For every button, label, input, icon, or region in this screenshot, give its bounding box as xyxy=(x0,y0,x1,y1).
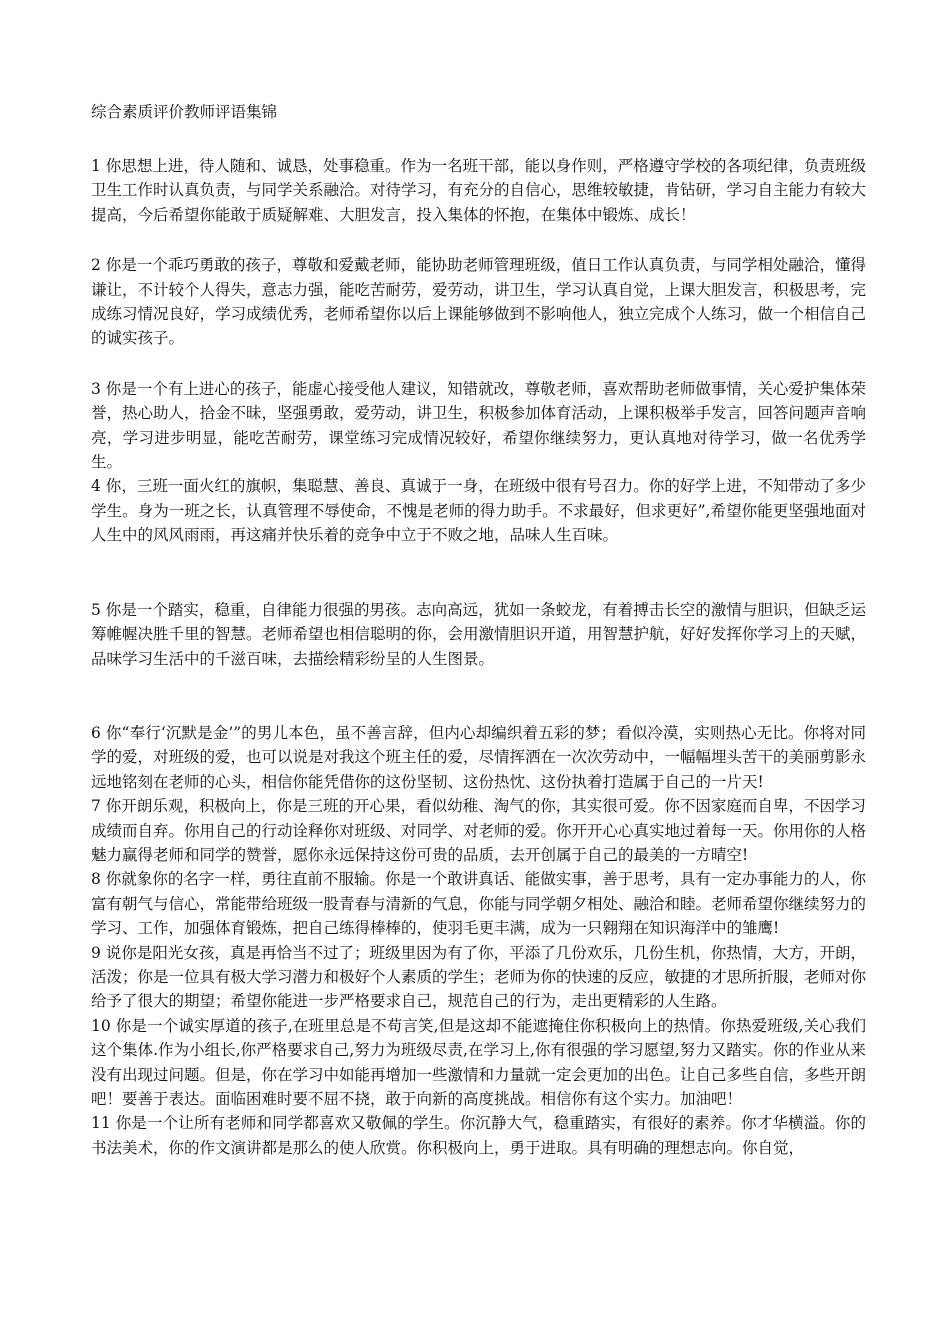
comment-paragraph-5: 5 你是一个踏实，稳重，自律能力很强的男孩。志向高远，犹如一条蛟龙，有着搏击长空的激情与胆识，但缺乏运筹帷幄决胜千里的智慧。老师希望也相信聪明的你，会用激情胆识开道，用智慧护航，好好发挥你学习上的天赋，品味学习生活中的千滋百味，去描绘精彩纷呈的人生图景。 xyxy=(91,600,867,668)
comment-paragraph-4: 4 你，三班一面火红的旗帜，集聪慧、善良、真诚于一身，在班级中很有号召力。你的好学上进，不知带动了多少学生。身为一班之长，认真管理不辱使命，不愧是老师的得力助手。不求最好，但求更好”,希望你能更坚强地面对人生中的风风雨雨，再这痛并快乐着的竞争中立于不败之地，品味人生百味。 xyxy=(91,477,866,545)
document-page xyxy=(91,100,866,1160)
comment-paragraph-11: 11 你是一个让所有老师和同学都喜欢又敬佩的学生。你沉静大气，稳重踏实，有很好的素养。你才华横溢。你的书法美术，你的作文演讲都是那么的使人欣赏。你积极向上，勇于进取。具有明确的理想志向。你自觉， xyxy=(91,1114,866,1157)
comment-paragraph-6: 6 你“奉行‘沉默是金’”的男儿本色，虽不善言辞，但内心却编织着五彩的梦；看似冷漠，实则热心无比。你将对同学的爱，对班级的爱，也可以说是对我这个班主任的爱，尽情挥洒在一次次劳动中，一幅幅埋头苦干的美丽剪影永远地铭刻在老师的心头，相信你能凭借你的这份坚韧、这份热忱、这份执着打造属于自己的一片天! xyxy=(91,723,867,791)
blank-line xyxy=(91,227,866,253)
comment-paragraph-9: 9 说你是阳光女孩，真是再恰当不过了；班级里因为有了你，平添了几份欢乐，几份生机，你热情，大方，开朗，活泼；你是一位具有极大学习潜力和极好个人素质的学生；老师为你的快速的反应，敏捷的才思所折服，老师对你给予了很大的期望；希望你能进一步严格要求自己，规范自己的行为，走出更精彩的人生路。 xyxy=(91,943,867,1011)
comment-paragraph-2: 2 你是一个乖巧勇敢的孩子，尊敬和爱戴老师，能协助老师管理班级，值日工作认真负责，与同学相处融洽，懂得谦让，不计较个人得失，意志力强，能吃苦耐劳，爱劳动，讲卫生，学习认真自觉，上课大胆发言，积极思考，完成练习情况良好，学习成绩优秀，老师希望你以后上课能够做到不影响他人，独立完成个人练习，做一个相信自己的诚实孩子。 xyxy=(91,256,867,348)
comment-paragraph-1: 1 你思想上进，待人随和、诚恳，处事稳重。作为一名班干部，能以身作则，严格遵守学校的各项纪律，负责班级卫生工作时认真负责，与同学关系融洽。对待学习，有充分的自信心，思维较敏捷，肯钻研，学习自主能力有较大提高，今后希望你能敢于质疑解难、大胆发言，投入集体的怀抱，在集体中锻炼、成长！ xyxy=(91,157,867,224)
comment-paragraph-3: 3 你是一个有上进心的孩子，能虚心接受他人建议，知错就改，尊敬老师，喜欢帮助老师做事情，关心爱护集体荣誉，热心助人，拾金不昧，坚强勇敢，爱劳动，讲卫生，积极参加体育活动，上课积极举手发言，回答问题声音响亮，学习进步明显，能吃苦耐劳，课堂练习完成情况较好，希望你继续努力，更认真地对待学习，做一名优秀学生。 xyxy=(91,379,867,472)
comment-paragraph-8: 8 你就象你的名字一样，勇往直前不服输。你是一个敢讲真话、能做实事，善于思考，具有一定办事能力的人，你富有朝气与信心，常能带给班级一股青春与清新的气息，你能与同学朝夕相处、融洽和睦。老师希望你继续努力的学习、工作，加强体育锻炼，把自己练得棒棒的，使羽毛更丰满，成为一只翱翔在知识海洋中的雏鹰! xyxy=(91,870,867,938)
blank-line xyxy=(91,124,866,154)
comment-paragraph-7: 7 你开朗乐观，积极向上，你是三班的开心果，看似幼稚、淘气的你，其实很可爱。你不因家庭而自卑，不因学习成绩而自弃。你用自己的行动诠释你对班级、对同学、对老师的爱。你开开心心真实地过着每一天。你用你的人格魅力赢得老师和同学的赞誉，愿你永远保持这份可贵的品质，去开创属于自己的最美的一方晴空! xyxy=(91,797,867,864)
blank-line xyxy=(91,548,866,598)
comment-paragraph-10: 10 你是一个诚实厚道的孩子,在班里总是不苟言笑,但是这却不能遮掩住你积极向上的热情。你热爱班级,关心我们这个集体.作为小组长,你严格要求自己,努力为班级尽责,在学习上,你有很强的学习愿望,努力又踏实。你的作业从来没有出现过问题。但是，你在学习中如能再增加一些激情和力量就一定会更加的出色。让自己多些自信，多些开朗吧！要善于表达。面临困难时要不屈不挠，敢于向新的高度挑战。相信你有这个实力。加油吧！ xyxy=(91,1016,867,1108)
document-title: 综合素质评价教师评语集锦 xyxy=(91,103,278,121)
blank-line xyxy=(91,351,866,377)
blank-line xyxy=(91,671,866,721)
